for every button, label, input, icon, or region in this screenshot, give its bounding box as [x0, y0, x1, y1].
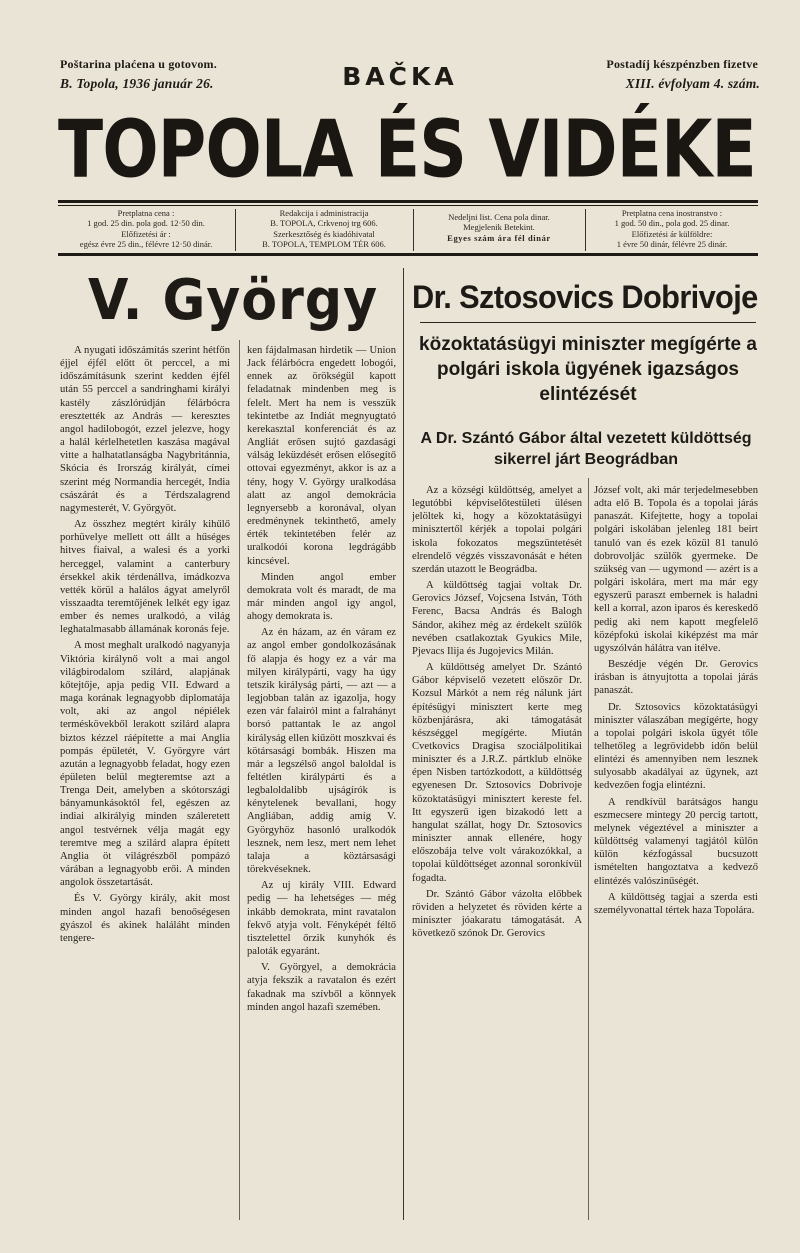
postage-note-hu: Postadíj készpénzben fizetve [606, 57, 758, 71]
info-line: Szerkesztőség és kiadóhivatal [273, 228, 375, 239]
paragraph: Az én házam, az én váram ez az angol ember gondolkozásának fő alapja és hogy ez a vár ma milyen királypárti, vagy ha úgy tetszik királyság párti, — azt — a legjobban talán az igazolja, hogy ezen vár falairól mint a falrahányt borsó pattantak le az angol királyság ellen kiűzött moszkvai és kötársasági bombák. Hiszen ma már a legszélső angol baloldal is feltétlen királypárti és a legbaloldalibb ujságírók is kénytelenek bevallani, hogy Angliában, addig amíg V. Györgyhöz hasonló uralkodók lesznek, nem lesz, mert nem lehet talaja a köztársasági törekvéseknek. [247, 627, 396, 876]
masthead-rule-thin [58, 205, 758, 206]
paragraph: V. Györgyel, a demokrácia atyja fekszik a ravatalon és ezért fakadnak ma szívből a könnyek minden angol hazafi szemében. [247, 962, 396, 1013]
info-line: Nedeljni list. Cena pola dinar. [448, 212, 550, 222]
newspaper-title-text: TOPOLA ÉS VIDÉKE [58, 104, 756, 196]
paragraph: ken fájdalmasan hirdetik — Union Jack félárbócra engedett lobogói, ennek az örökségül kapott feladatnak mindenben meg is felelt. Mert ha nem is vesszük tekintetbe az Indiát megnyugtató kerekasztal konferenciát és az Angliát erősen sujtó gazdasági válság leküzdését erősen elősegítő ottovai egyezményt, akkor is az a tény, hogy V. György uralkodása alatt az angol demokrácia legnyersebb a koronával, olyan eredménynek tekinthető, amely érték tekintetében felér az uralkodói korona legdrágább kincsével. [247, 345, 396, 567]
weekly-price [414, 212, 584, 256]
info-line: Egyes szám ára fél dinár [447, 232, 551, 243]
info-line: Redakcija i administracija [279, 208, 369, 218]
article2-column-2 [594, 484, 758, 1224]
article-headline-v-gyorgy: V. György [88, 268, 379, 333]
paragraph: A küldöttség tagjai voltak Dr. Gerovics József, Vojcsena István, Tóth Ferenc, Bacsa András és Balogh Sándor, akihez még az érdekelt szülők nevében csatlakoztak Gyukics Mile, Pjevacs Ilija és Jugojevics Milán. [412, 580, 582, 657]
info-line: 1 god. 50 din., pola god. 25 dinar. [614, 218, 730, 229]
paragraph: Dr. Szántó Gábor vázolta előbbek röviden a helyzetet és röviden kérte a miniszter jóakaratu támogatását. A következő szónok Dr. Gerovics [412, 888, 582, 940]
paragraph: És V. György király, akit most minden angol hazafi benoőségesen gyászol és akinek haláláht minden tengere- [60, 893, 230, 944]
paragraph: A nyugati időszámítás szerint hétfőn éjjel éjfél előtt öt perccel, a mi időszámításunk szerint kedden éjfél után 55 perccel a sandringhami királyi kastély zászlórúdján félárbócra eresztették az András — keresztes angol hadilobogót, ezzel jelezve, hogy a halál kérlelhetetlen kaszása magával vitte a halhatatlanságba Nagybritánnia, Skócia és Irország királyát, címei szerint még Normandia hercegét, India császárát és a Térdszalagrend nagymesterét, V. Györgyöt. [60, 345, 230, 514]
article-subheadline: közoktatásügyi miniszter megígérte a polgári iskola ügyének igazságos elintézését [419, 334, 757, 405]
masthead-rule-top [58, 200, 758, 203]
info-line: B. TOPOLA, Crkvenoj trg 606. [270, 218, 378, 229]
info-line: Előfizetési ár külföldre: [631, 228, 713, 239]
region-name: BAČKA [342, 62, 458, 91]
subscription-abroad [586, 208, 758, 252]
info-line: Megjelenik Betekint. [463, 222, 535, 233]
postage-note: Poštarina plaćena u gotovom. [60, 57, 217, 71]
info-line: Pretplatna cena : [117, 208, 175, 218]
article1-column-2 [247, 344, 396, 1224]
article1-column-1 [60, 344, 230, 1224]
paragraph: A küldöttség tagjai a szerda esti személyvonattal tértek haza Topolára. [594, 891, 758, 916]
paragraph: Az uj király VIII. Edward pedig — ha lehetséges — még inkább demokrata, mint ravatalon fekvő atyja volt. Fényképét féltő tisztelettel őrzik kunyhók és paloták egyaránt. [247, 880, 396, 958]
column-rule [403, 268, 404, 1220]
article-headline-sztosovics: Dr. Sztosovics Dobrivoje [412, 280, 758, 317]
paragraph: A most meghalt uralkodó nagyanyja Viktória királynő volt a mai angol világbirodalom szilárd, alapjának kőtejtője, apja pedig VII. Edward a maga korának legnagyobb diplomatája volt, aki az angol népiélek terméskövekből lerakott szilárd alapra biztos kézzel ráépítette a mai Anglia pompás épületét, V. Györgyre várt azután a legnagyobb feladat, hogy ezen épületen belül megteremtse azt a Trenga Deit, amelyben a skótországi bányamunkásoktól fel, egészen az indiai alkirályig minden száleretett angol testvérnek vélja magát egy teremtve meg a szilárd alapra épített Anglia öt világrészből pompázó várában a legnagyobb erői. A minden angolok összetartását. [60, 640, 230, 889]
subscription-domestic [58, 208, 234, 252]
paragraph: Az összhez megtért király kihűlő porhüvelye mellett ott állt a hűséges hitves fiaival, a walesi és a yorki herceggel, valamint a canterbury érsekkel akik térdenállva, imádkozva vették körül a halálos ágyat amelyről visszaadta teremtőjének lelkét egy igaz ember és nemes uralkodó, a világ leghatalmasabb államának koronás feje. [60, 519, 230, 636]
info-line: egész évre 25 din., félévre 12·50 dinár. [79, 239, 213, 250]
paragraph: Az a községi küldöttség, amelyet a legutóbbi képviselőtestületi ülésen jelöltek ki, hogy a közoktatásügyi minisztertől kérjék a topolai polgári iskola fokozatos megszüntetését elrendelő végzés visszavonását e héten szerdán utazott le Beográdba. [412, 485, 582, 575]
paragraph: József volt, aki már terjedelmesebben adta elő B. Topola és a topolai járás panaszát. Kifejtette, hogy a topolai polgári iskolában jelenleg 181 beirt tanuló van és ezek közül 81 tanuló dobrovoljác szülők gyermeke. De szükség van — ugymond — azért is a polgári iskolára, mert ma már egy egyszerű paraszt embernek is haladni kell a korral, azon iparos és kereskedő pedig aki nem kapott megfelelő középfokú iskolai kiképzést ma már ugyszólván hálátra van itélve. [594, 485, 758, 654]
masthead-rule-bottom [58, 253, 758, 256]
info-line: B. TOPOLA, TEMPLOM TÉR 606. [262, 239, 386, 250]
article2-column-1 [412, 484, 582, 1224]
issue-number: XIII. évfolyam 4. szám. [625, 76, 760, 91]
editorial-office [236, 208, 412, 252]
newspaper-title [58, 104, 756, 196]
paragraph: Dr. Sztosovics közoktatásügyi miniszter válaszában megígérte, hogy a topolai polgári iskola ügyét tőle telhetőleg a legrövidebb időn belül elintézi és amennyiben nem lesznek sulyosabb akadályai az ügynek, azt kedvezően fogja elintézni. [594, 701, 758, 792]
info-line: 1 évre 50 dinár, félévre 25 dinár. [616, 239, 728, 250]
issue-date: B. Topola, 1936 január 26. [60, 76, 214, 91]
paragraph: Minden angol ember demokrata volt és maradt, de ma már minden angol igy angol, ahogy demokrata is. [247, 571, 396, 623]
paragraph: Beszédje végén Dr. Gerovics írásban is átnyujtotta a topolai járás panaszát. [594, 659, 758, 697]
paragraph: A rendkívül barátságos hangu eszmecsere mintegy 20 percig tartott, melynek végeztével a miniszter a küldöttség valamenyi tagjától külön külön kézfogással bucsuzott ismételten hangoztatva a kedvező elintézés valószinűségét. [594, 796, 758, 887]
article-deck: A Dr. Szántó Gábor által vezetett küldöttség sikerrel járt Beográdban [420, 430, 752, 468]
info-line: Pretplatna cena inostranstvo : [621, 208, 723, 218]
info-line: Előfizetési ár : [121, 228, 171, 239]
paragraph: A küldöttség amelyet Dr. Szántó Gábor képviselő vezetett először Dr. Kozsul Márkót a nem rég nálunk járt építésügyi minisztert kerte meg közbenjárásra, aki támogatását készséggel megígérte. Miután Cvetkovics Dragisa szociálpolitikai miniszter és a J.R.Z. pártklub elnöke épen Nisben tartózkodott, a küldöttség egyenesen Dr. Sztosovics Dobrivoje közoktatásügyi minisztert kereste fel. Itt egyszerű igen bizakodó lett a hangulat szállat, hogy Dr. Sztosovics miniszter annak ellenére, hogy előszobája telve volt várakozókkal, a topolai küldöttséget azonnal soronkívül fogadta. [412, 662, 582, 884]
headline-rule [420, 322, 756, 323]
column-rule [588, 478, 589, 1220]
column-rule [239, 340, 240, 1220]
info-line: 1 god. 25 din. pola god. 12·50 din. [87, 218, 205, 229]
